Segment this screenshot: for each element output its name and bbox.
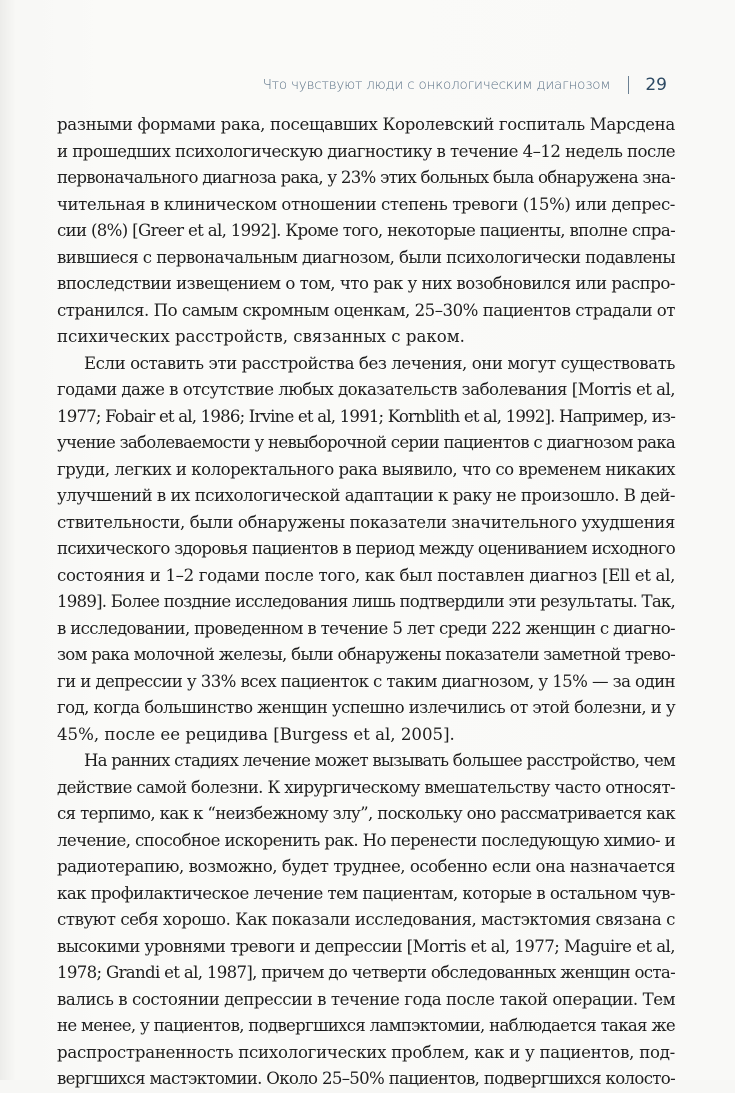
text-line: действие самой болезни. К хирургическому вмешательству часто относят-: [57, 777, 675, 797]
text-line: в исследовании, проведенном в течение 5 лет среди 222 женщин с диагно-: [57, 618, 675, 638]
paragraph: [57, 748, 675, 1093]
text-line: психических расстройств, связанных с раком.: [57, 327, 465, 346]
text-line: учение заболеваемости у невыборочной серии пациентов с диагнозом рака: [57, 433, 675, 452]
text-line: 1977; Fobair et al, 1986; Irvine et al, 1991; Kornblith et al, 1992]. Например, из-: [57, 406, 675, 426]
header-divider: [628, 76, 629, 94]
text-line: улучшений в их психологической адаптации к раку не произошло. В дей-: [57, 486, 676, 505]
text-line: На ранних стадиях лечение может вызывать большее расстройство, чем: [84, 751, 676, 770]
text-line: год, когда большинство женщин успешно излечились от этой болезни, и у: [57, 698, 676, 717]
page-number: 29: [645, 75, 667, 95]
text-line: и прошедших психологическую диагностику в течение 4–12 недель после: [57, 141, 675, 161]
text-line: радиотерапию, возможно, будет труднее, особенно если она назначается: [57, 857, 675, 876]
text-line: Если оставить эти расстройства без лечения, они могут существовать: [84, 353, 676, 373]
text-line: первоначального диагноза рака, у 23% этих больных была обнаружена зна-: [57, 168, 676, 187]
text-line: ги и депрессии у 33% всех пациенток с таким диагнозом, у 15% — за один: [57, 671, 675, 691]
text-line: груди, легких и колоректального рака выявило, что со временем никаких: [57, 459, 676, 479]
text-line: годами даже в отсутствие любых доказательств заболевания [Morris et al,: [57, 380, 676, 399]
text-line: зом рака молочной железы, были обнаружены показатели заметной трево-: [57, 645, 676, 664]
text-line: психического здоровья пациентов в период между оцениванием исходного: [57, 539, 675, 558]
text-line: впоследствии извещением о том, что рак у них возобновился или распро-: [57, 274, 675, 293]
text-line: сии (8%) [Greer et al, 1992]. Кроме того, некоторые пациенты, вполне спра-: [57, 221, 675, 240]
text-line: странился. По самым скромным оценкам, 25–30% пациентов страдали от: [57, 300, 675, 320]
text-line: состояния и 1–2 годами после того, как был поставлен диагноз [Ell et al,: [57, 565, 676, 585]
text-line: разными формами рака, посещавших Королевский госпиталь Марсдена: [57, 115, 675, 134]
text-line: высокими уровнями тревоги и депрессии [Morris et al, 1977; Maguire et al,: [57, 936, 675, 956]
text-line: 45%, после ее рецидива [Burgess et al, 2005].: [57, 724, 455, 744]
paragraph: [57, 351, 675, 749]
running-title: Что чувствуют люди с онкологическим диагнозом: [262, 77, 611, 93]
text-line: чительная в клиническом отношении степень тревоги (15%) или депрес-: [57, 194, 675, 214]
text-line: как профилактическое лечение тем пациентам, которые в остальном чув-: [57, 883, 675, 903]
text-line: ствительности, были обнаружены показатели значительного ухудшения: [57, 512, 676, 532]
text-line: ся терпимо, как к “неизбежному злу”, поскольку оно рассматривается как: [57, 804, 676, 823]
text-line: распространенность психологических проблем, как и у пациентов, под-: [57, 1042, 676, 1062]
text-line: не менее, у пациентов, подвергшихся лампэктомии, наблюдается такая же: [57, 1016, 676, 1035]
text-line: 1989]. Более поздние исследования лишь подтвердили эти результаты. Так,: [57, 592, 675, 611]
paragraph: [57, 112, 675, 351]
text-line: вергшихся мастэктомии. Около 25–50% пациентов, подвергшихся колосто-: [57, 1069, 676, 1088]
text-line: 1978; Grandi et al, 1987], причем до четверти обследованных женщин оста-: [57, 963, 676, 982]
text-line: лечение, способное искоренить рак. Но перенести последующую химио- и: [57, 830, 676, 850]
text-line: вались в состоянии депрессии в течение года после такой операции. Тем: [57, 989, 676, 1009]
text-line: ствуют себя хорошо. Как показали исследования, мастэктомия связана с: [57, 910, 676, 929]
body-text: [57, 112, 675, 1093]
text-line: вившиеся с первоначальным диагнозом, были психологически подавлены: [57, 247, 675, 267]
running-header: [263, 75, 667, 95]
